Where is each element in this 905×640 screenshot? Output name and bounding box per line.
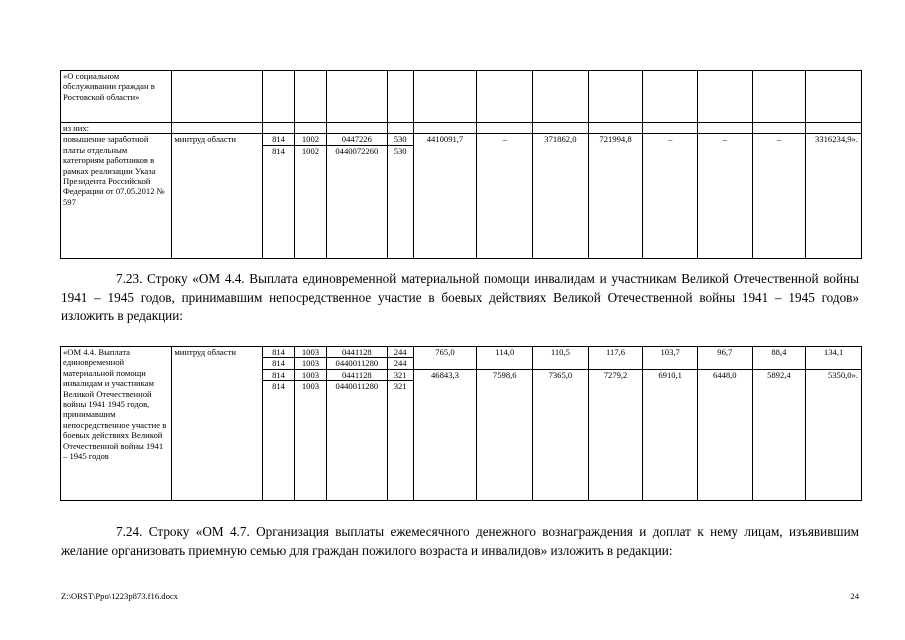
glava-cell: 814 [263, 145, 295, 258]
value-cell: 96,7 [697, 347, 752, 370]
table-row [61, 134, 862, 145]
vr-cell: 244 [387, 347, 413, 358]
program-name-cell: «О социальном обслуживании граждан в Ростовской области» [61, 71, 172, 123]
value-cell: 3316234,9». [806, 134, 862, 258]
footer-file-path: Z:\ORST\Ppo\1223p873.f16.docx [61, 591, 178, 601]
value-cell: 721994,8 [588, 134, 643, 258]
value-cell: 103,7 [643, 347, 698, 370]
glava-cell: 814 [263, 369, 295, 380]
value-cell: – [697, 134, 752, 258]
rzpr-cell: 1003 [294, 369, 326, 380]
paragraph-7-24: 7.24. Строку «ОМ 4.7. Организация выплаты ежемесячного денежного вознаграждения и доплат к нему лицам, изъявившим желание организовать приемную семью для граждан пожилого возраста и инвалидов» изложить в редакции: [61, 524, 859, 558]
rzpr-cell: 1003 [294, 381, 326, 501]
glava-cell: 814 [263, 358, 295, 369]
value-cell: 371862,0 [533, 134, 589, 258]
page-number: 24 [850, 591, 859, 601]
rzpr-cell: 1003 [294, 347, 326, 358]
value-cell: 6448,0 [697, 369, 752, 500]
value-cell: 7598,6 [477, 369, 533, 500]
value-total: 4410091,7 [413, 134, 477, 258]
value-cell: 5892,4 [752, 369, 806, 500]
table-row [61, 347, 862, 358]
csr-cell: 0440011280 [326, 381, 387, 501]
glava-cell: 814 [263, 134, 295, 145]
value-cell: 134,1 [806, 347, 862, 370]
rzpr-cell: 1002 [294, 134, 326, 145]
csr-cell: 0440011280 [326, 358, 387, 369]
value-cell: 114,0 [477, 347, 533, 370]
value-cell: – [752, 134, 806, 258]
value-cell: 7279,2 [588, 369, 643, 500]
rzpr-cell: 1002 [294, 145, 326, 258]
value-cell: 7365,0 [533, 369, 589, 500]
table-row [61, 71, 862, 123]
value-cell: 117,6 [588, 347, 643, 370]
vr-cell: 321 [387, 369, 413, 380]
csr-cell: 0441128 [326, 369, 387, 380]
rzpr-cell: 1003 [294, 358, 326, 369]
table-row [61, 123, 862, 134]
vr-cell: 244 [387, 358, 413, 369]
grbs-cell: минтруд области [172, 347, 263, 501]
value-cell: – [643, 134, 698, 258]
value-cell: 6910,1 [643, 369, 698, 500]
grbs-cell: минтруд области [172, 134, 263, 258]
value-cell: 5350,0». [806, 369, 862, 500]
glava-cell: 814 [263, 347, 295, 358]
row-name-cell: «ОМ 4.4. Выплата единовременной материальной помощи инвалидам и участникам Великой Отечественной войны 1941 1945 годов, принимавшим непосредственное участие в боевых действиях Великой Отечественной войны 1941 – 1945 годов [61, 347, 172, 501]
table-continuation [60, 70, 862, 259]
vr-cell: 530 [387, 134, 413, 145]
value-total: 46843,3 [413, 369, 477, 500]
value-cell: 110,5 [533, 347, 589, 370]
value-cell: – [477, 134, 533, 258]
subheader-cell: из них: [61, 123, 172, 134]
csr-cell: 0447226 [326, 134, 387, 145]
value-cell: 88,4 [752, 347, 806, 370]
row-name-cell: повышение заработной платы отдельным категориям работников в рамках реализации Указа Президента Российской Федерации от 07.05.2012 № 597 [61, 134, 172, 258]
value-total: 765,0 [413, 347, 477, 370]
glava-cell: 814 [263, 381, 295, 501]
table-om-4-4 [60, 346, 862, 501]
vr-cell: 321 [387, 381, 413, 501]
csr-cell: 0441128 [326, 347, 387, 358]
paragraph-7-23: 7.23. Строку «ОМ 4.4. Выплата единовременной материальной помощи инвалидам и участникам Великой Отечественной войны 1941 – 1945 годов, принимавшим непосредственное участие в боевых действиях Великой Отечественной войны 1941 – 1945 годов» изложить в редакции: [61, 271, 859, 323]
csr-cell: 0440072260 [326, 145, 387, 258]
vr-cell: 530 [387, 145, 413, 258]
